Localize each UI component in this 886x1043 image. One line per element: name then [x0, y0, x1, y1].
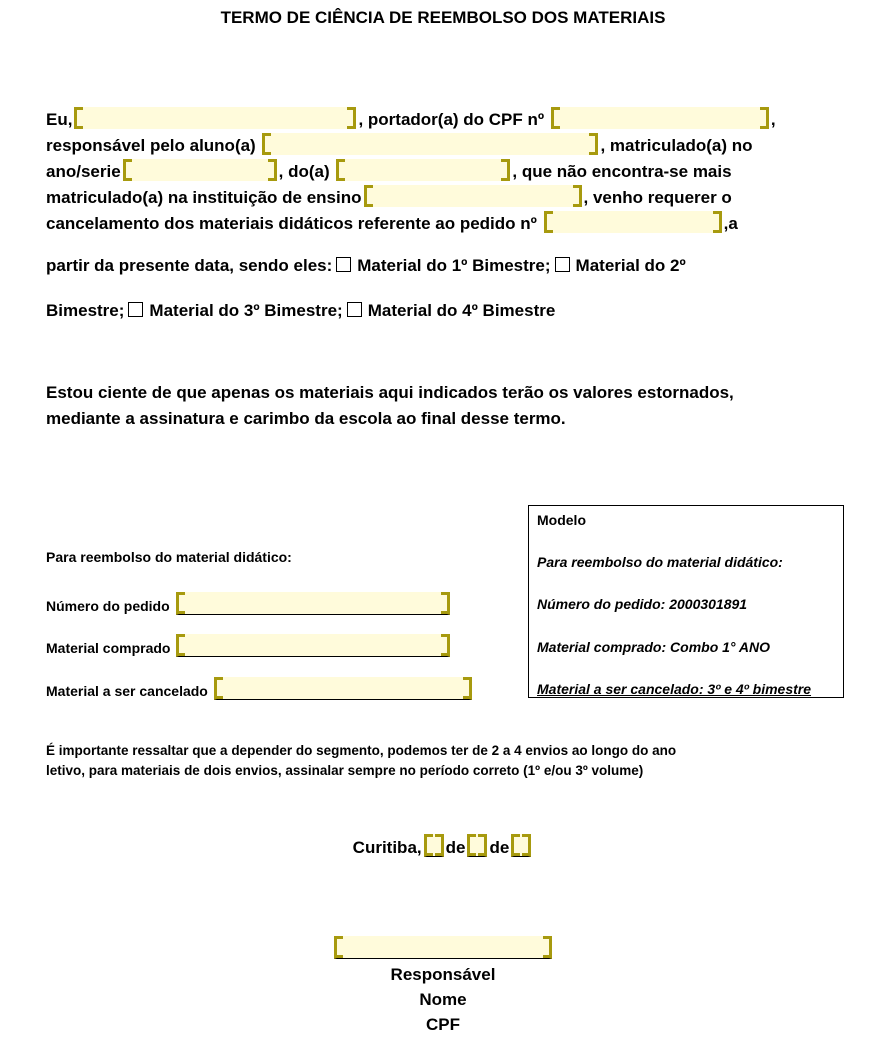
- signature-line: [0, 936, 886, 960]
- signature-field[interactable]: [334, 936, 552, 959]
- para2-line1: [46, 256, 686, 276]
- important-note: [46, 741, 846, 781]
- text: Eu,: [46, 110, 73, 129]
- para3-line1: Estou ciente de que apenas os materiais aqui indicados terão os valores estornados,: [46, 383, 734, 402]
- refund-bought-row: [46, 634, 452, 657]
- document-title: TERMO DE CIÊNCIA DE REEMBOLSO DOS MATERIAIS: [220, 8, 666, 27]
- para1-line1: [46, 107, 776, 130]
- text: ,: [770, 110, 776, 129]
- unit-field[interactable]: [336, 159, 510, 181]
- text: matriculado(a) na instituição de ensino: [46, 188, 362, 207]
- refund-order-field[interactable]: [176, 592, 450, 615]
- refund-heading: Para reembolso do material didático:: [46, 549, 292, 565]
- date-line: [0, 834, 886, 858]
- signature-name: Nome: [419, 990, 467, 1009]
- model-box: [528, 505, 844, 698]
- year-field[interactable]: [511, 834, 531, 857]
- model-heading: Para reembolso do material didático:: [537, 554, 783, 570]
- refund-bought-field[interactable]: [176, 634, 450, 657]
- name-field[interactable]: [74, 107, 356, 129]
- para1-line4: [46, 185, 732, 208]
- city-label: Curitiba,: [352, 838, 422, 857]
- text: Número do pedido: [46, 598, 170, 614]
- text: partir da presente data, sendo eles:: [46, 256, 333, 275]
- note-line-1: É importante ressaltar que a depender do segmento, podemos ter de 2 a 4 envios ao longo do ano: [46, 743, 677, 758]
- bimestre-3-checkbox[interactable]: [128, 302, 143, 317]
- model-bought: Material comprado: Combo 1° ANO: [537, 639, 770, 655]
- text: Material do 3º Bimestre;: [149, 301, 343, 320]
- text: ano/serie: [46, 162, 121, 181]
- model-title: Modelo: [537, 512, 586, 528]
- text: cancelamento dos materiais didáticos referente ao pedido nº: [46, 214, 537, 233]
- month-field[interactable]: [467, 834, 487, 857]
- text: ,a: [723, 214, 738, 233]
- text: Material a ser cancelado: [46, 683, 208, 699]
- text: Bimestre;: [46, 301, 125, 320]
- bimestre-4-checkbox[interactable]: [347, 302, 362, 317]
- refund-order-row: [46, 592, 452, 615]
- text: de: [489, 838, 510, 857]
- text: , matriculado(a) no: [600, 136, 753, 155]
- refund-cancel-field[interactable]: [214, 677, 472, 700]
- text: , do(a): [278, 162, 330, 181]
- bimestre-2-checkbox[interactable]: [555, 257, 570, 272]
- text: responsável pelo aluno(a): [46, 136, 256, 155]
- text: de: [445, 838, 466, 857]
- grade-field[interactable]: [123, 159, 277, 181]
- text: Material do 2º: [575, 256, 686, 275]
- text: Material do 4º Bimestre: [367, 301, 556, 320]
- refund-cancel-row: [46, 677, 474, 700]
- order-number-field[interactable]: [544, 211, 722, 233]
- signature-cpf: CPF: [426, 1015, 460, 1034]
- student-field[interactable]: [262, 133, 598, 155]
- model-cancel: Material a ser cancelado: 3º e 4º bimestre: [537, 681, 812, 697]
- para1-line3: [46, 159, 732, 182]
- para2-line2: [46, 301, 555, 321]
- text: , portador(a) do CPF nº: [358, 110, 545, 129]
- cpf-field[interactable]: [551, 107, 769, 129]
- para1-line5: [46, 211, 738, 234]
- para3-line2: mediante a assinatura e carimbo da escola ao final desse termo.: [46, 409, 566, 428]
- text: Material comprado: [46, 640, 171, 656]
- text: , que não encontra-se mais: [512, 162, 732, 181]
- text: , venho requerer o: [583, 188, 732, 207]
- school-field[interactable]: [364, 185, 582, 207]
- day-field[interactable]: [424, 834, 444, 857]
- para1-line2: [46, 133, 753, 156]
- note-line-2: letivo, para materiais de dois envios, assinalar sempre no período correto (1º e/ou 3º volume): [46, 763, 644, 778]
- text: Material do 1º Bimestre;: [357, 256, 551, 275]
- signature-role: Responsável: [390, 965, 496, 984]
- bimestre-1-checkbox[interactable]: [336, 257, 351, 272]
- model-order: Número do pedido: 2000301891: [537, 596, 748, 612]
